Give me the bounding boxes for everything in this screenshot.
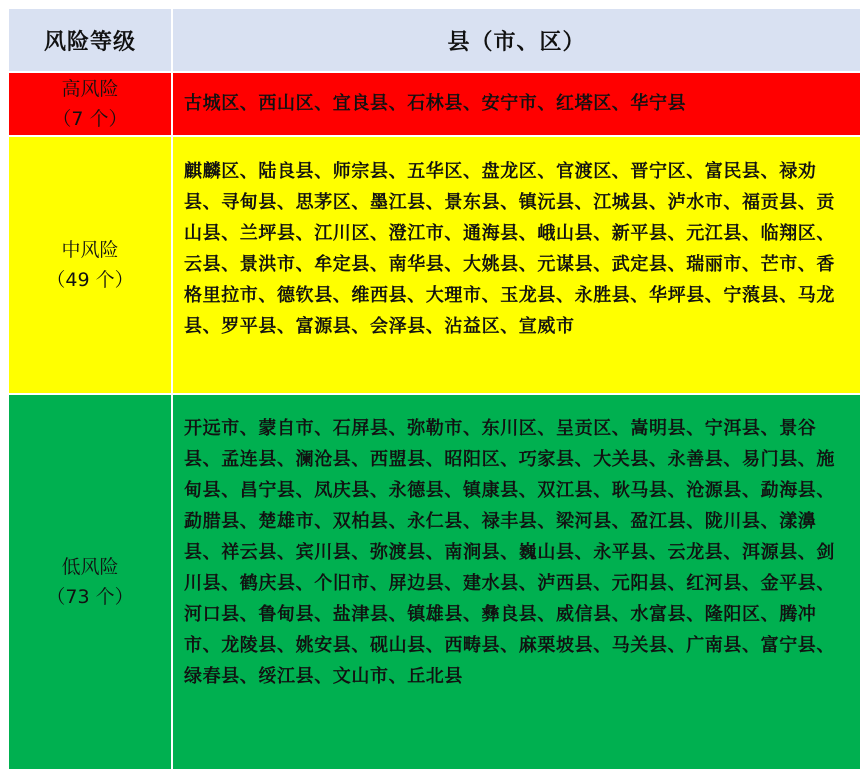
level-name: 中风险 — [61, 239, 119, 261]
level-count: （73 个） — [46, 586, 134, 608]
medium-risk-areas-cell — [172, 136, 861, 394]
medium-risk-level-cell — [8, 136, 172, 394]
low-risk-areas-cell — [172, 394, 861, 770]
area-list: 麒麟区、陆良县、师宗县、五华区、盘龙区、官渡区、晋宁区、富民县、禄劝县、寻甸县、思茅区、墨江县、景东县、镇沅县、江城县、泸水市、福贡县、贡山县、兰坪县、江川区、澄江市、通海县、峨山县、新平县、元江县、临翔区、云县、景洪市、牟定县、南华县、大姚县、元谋县、武定县、瑞丽市、芒市、香格里拉市、德钦县、维西县、大理市、玉龙县、永胜县、华坪县、宁蒗县、马龙县、罗平县、富源县、会泽县、沾益区、宣威市 — [184, 161, 835, 337]
header-risk-level: 风险等级 — [8, 8, 172, 72]
high-risk-areas-cell — [172, 72, 861, 136]
risk-level-table — [7, 7, 862, 771]
level-name: 低风险 — [61, 556, 119, 578]
level-count: （7 个） — [52, 108, 128, 130]
high-risk-row — [8, 72, 861, 136]
area-list: 古城区、西山区、宜良县、石林县、安宁市、红塔区、华宁县 — [184, 93, 687, 114]
medium-risk-row — [8, 136, 861, 394]
low-risk-row — [8, 394, 861, 770]
header-row — [8, 8, 861, 72]
low-risk-level-cell — [8, 394, 172, 770]
level-name: 高风险 — [61, 78, 119, 100]
high-risk-level-cell — [8, 72, 172, 136]
area-list: 开远市、蒙自市、石屏县、弥勒市、东川区、呈贡区、嵩明县、宁洱县、景谷县、孟连县、澜沧县、西盟县、昭阳区、巧家县、大关县、永善县、易门县、施甸县、昌宁县、凤庆县、永德县、镇康县、双江县、耿马县、沧源县、勐海县、勐腊县、楚雄市、双柏县、永仁县、禄丰县、梁河县、盈江县、陇川县、漾濞县、祥云县、宾川县、弥渡县、南涧县、巍山县、永平县、云龙县、洱源县、剑川县、鹤庆县、个旧市、屏边县、建水县、泸西县、元阳县、红河县、金平县、河口县、鲁甸县、盐津县、镇雄县、彝良县、威信县、水富县、隆阳区、腾冲市、龙陵县、姚安县、砚山县、西畴县、麻栗坡县、马关县、广南县、富宁县、绿春县、绥江县、文山市、丘北县 — [184, 418, 835, 687]
level-count: （49 个） — [46, 269, 134, 291]
header-counties: 县（市、区） — [172, 8, 861, 72]
